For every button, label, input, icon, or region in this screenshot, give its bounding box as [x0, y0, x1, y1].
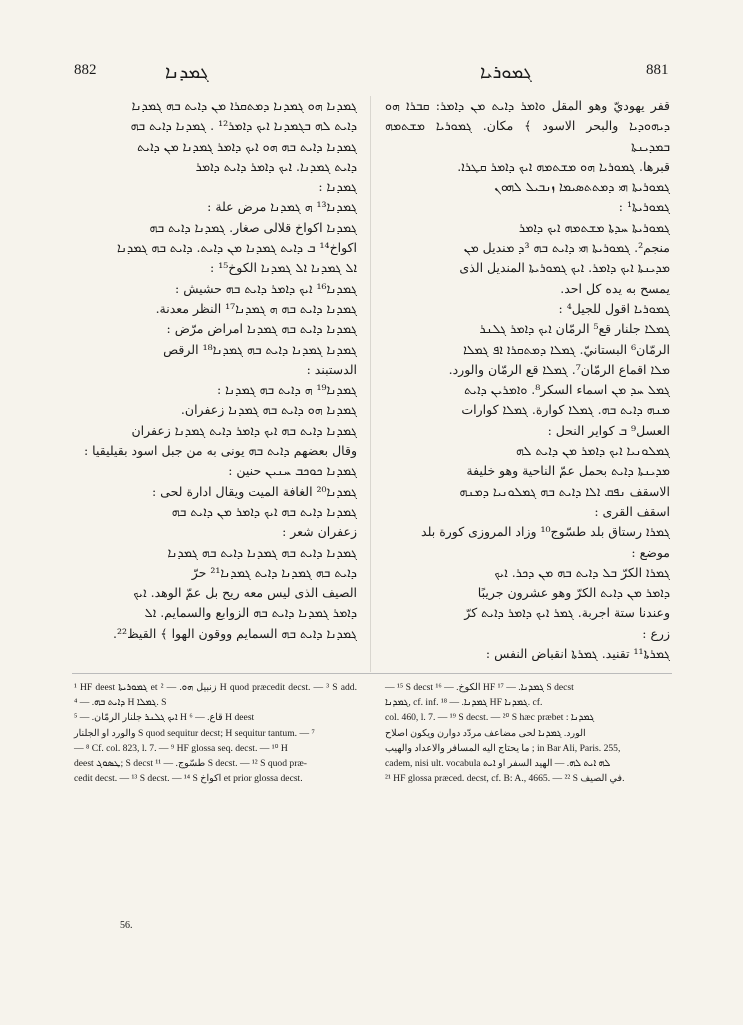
right-line: منجم². ܓܡܘܪܝܬܐ ܗܝ ܕܐܝܬ ܒܗ ³ܕ ܡنديل ܡܢ	[463, 240, 670, 256]
left-running-title: ܓܡܕܢܐ	[165, 62, 209, 83]
left-line: ܐܠ ܓܡܕܢܐ ܐܠ ܓܡܕܢܐ الكوخ¹⁵ :	[210, 260, 357, 276]
right-line: ܓܡܠܐ جلنار قع⁵ الرمّان ܐܝܟ ܕܐܡܪ ܓܠܢܪ	[479, 321, 670, 337]
left-line: ܓܡܕܢܐ¹³ ܗ ܓܡܕܢܐ مرض علة :	[207, 199, 357, 215]
footnote-line: والورد او الجلنار S quod sequitur decst; H sequitur tantum. — ⁷	[74, 727, 315, 739]
right-page-number: 881	[646, 62, 669, 78]
left-line: ܓܡܕܢܐ ܓܡܕܢܐ ܕܐܝܬ ܒܗ ܓܡܕܢܐ¹⁸ الرقص	[163, 341, 357, 357]
right-line: الرمّان⁶ البستانيّ. ܓܡܠܐ ܕܡܬܩܪܐ ܐܦ ܓܡܠܐ	[463, 341, 670, 357]
left-line: ܓܡܕܢܐ ܗܘ ܕܐܝܬ ܒܗ ܓܡܕܢܐ زعفران.	[180, 402, 357, 418]
right-line: ܡܠܐ اقماع الرمّان⁷. ܓܡܠܐ قع الرمّان والورد.	[448, 361, 670, 377]
footnote-line: col. 460, l. 7. — ¹⁹ S decst. — ²⁰ S hæc præbet : ܓܡܕܢܐ	[385, 712, 595, 724]
left-line: ܓܡܕܢܐ ܕܐܝܬ ܒܗ ܓܡܕܢܐ امراض مرّض :	[166, 321, 357, 337]
right-line: قفر يهوديّ وهو المقل ܘܐܡܪ ܕܐܝܬ ܡܢ ܕܐܡܪ: ܩܒܪܐ ܗܘ ܕܝܗܘܕܝܐ والبحر الاسود ﴾ مكان. ܓܡܘܪܝܐ ܡܫܬܡܗ ܒܡܕܝܢܬܐ	[385, 98, 670, 154]
left-line: ܓܡܕܢܐ ܟܘܟܒ ܚܢܝܢ حنين :	[228, 463, 357, 479]
right-line: ܓܡܘܪܝܬܐ¹ :	[618, 199, 670, 215]
right-line: العسل⁹ ܒ كواير النحل :	[547, 422, 670, 438]
right-line: ܡܕܝܢܬܐ ܐܝܟ ܕܐܡܪ. ܐܝܟ ܓܡܘܪܝܬܐ المنديل الذى	[459, 260, 670, 276]
footnote-line: deest ܛܣܘܓ; S decst طسّوج. — ¹¹ S decst. — ¹² S quod præ-	[74, 758, 307, 770]
footnote-line: الورد. ܓܡܕܢܐ لحى مضاعف مردّد دوارن ويكون اصلاح	[385, 727, 586, 739]
footnote-line: ¹ HF deest ܓܡܘܪܝܬܐ et زنبيل ܗܘ. — ² H quod præcedit decst. — ³ S add. ܕܐܝܬ ܒܗ. — ⁴ H ܓܡܠܐ. S	[74, 682, 357, 709]
right-line: ܓܡܪܐ رستاق بلد طسّوج¹⁰ وزاد المروزى كورة بلد	[421, 524, 670, 540]
right-line: ܓܡܘܪܝܬܐ ܚܕܬܐ ܡܫܬܡܗ ܐܝܟ ܕܐܡܪ	[518, 219, 670, 235]
footnotes-right-block	[385, 680, 670, 786]
signature-mark: 56.	[120, 920, 133, 931]
right-line: يمسح به يده كل احد.	[560, 280, 670, 296]
right-column	[385, 96, 670, 664]
footnote-line: — ¹⁵ S decst الكوخ. — ¹⁶ HF ܓܡܕܢܐ. — ¹⁷ S decst	[385, 682, 574, 693]
footnote-line: ܐܝܟ ܓܠܢܪ جلنار الرمّان. — ⁵ H قاع. — ⁶ H deest	[74, 712, 255, 724]
footnote-rule	[72, 673, 672, 674]
left-line: ܓܡܕܢܐ ܕܐܝܬ ܒܗ ܓܡܕܢܐ ܕܐܝܬ ܒܗ ܓܡܕܢܐ	[167, 544, 357, 560]
left-line: ܓܡܕܢܐ ܕܐܝܬ ܒܗ ܗܘ ܐܝܟ ܕܐܡܪ ܓܡܕܢܐ ܡܢ ܕܐܝܬ	[137, 138, 357, 154]
right-line: اسقف القرى :	[594, 503, 670, 519]
footnote-line: ܓܡܕܢܐ, cf. inf. ܓܡܕܢܐ. — ¹⁸ HF ܓܡܕܢܐ. cf.	[385, 697, 543, 709]
right-line: زرع :	[642, 625, 670, 641]
right-line: ܡܕܝܢܬܐ ܕܐܝܬ بحمل عمّ الناحية وهو خليفة	[466, 463, 670, 479]
left-line: ܓܡܕܢܐ¹⁶ ܐܝܟ ܕܐܡܪ ܕܐܝܬ ܒܗ حشيش :	[175, 280, 357, 296]
right-line: ܓܡܪܐ الكرّ ܒܠ ܕܐܝܬ ܒܗ ܡܢ ܕܟܪ. ܐܝܟ	[494, 564, 670, 580]
left-line: ܓܡܕܢܐ ܕܐܝܬ ܒܗ ܗ ܓܡܕܢܐ¹⁷ النظر معدنة.	[155, 300, 357, 316]
left-line: الدستبند :	[306, 361, 357, 377]
left-line: ܓܡܕܢܐ :	[318, 179, 357, 195]
left-column	[72, 96, 357, 644]
left-page-number: 882	[74, 62, 97, 78]
footnote-line: — ⁸ Cf. col. 823, l. 7. — ⁹ HF glossa seq. decst. — ¹⁰ H	[74, 742, 288, 754]
footnotes-left-block	[74, 680, 357, 786]
right-line: ܕܐܡܪ ܡܢ ܕܐܝܬ الكرّ وهو عشرون جريبًا	[477, 585, 670, 601]
right-line: قبرها. ܓܡܘܪܝܐ ܗܘ ܡܫܬܡܗ ܐܝܟ ܕܐܡܪ ܩܛܪܐ.	[457, 158, 670, 174]
right-line: موضع :	[631, 544, 670, 560]
footnote-line: cedit decst. — ¹³ S decst. — ¹⁴ S اكواخ et prior glossa decst.	[74, 773, 303, 785]
right-line: ܓܡܘܪܝܬܐ ܗܝ ܕܡܬܬܣܝܡܐ ܙܢܒܝܠ ܠܗܘܢ	[494, 179, 670, 195]
left-line: ܓܡܕܢܐ ܕܐܝܬ ܒܗ السمايم ووقون الهوا ﴾ القيظ²².	[113, 625, 357, 641]
column-divider	[370, 96, 371, 672]
left-line: ܕܐܝܬ ܒܗ ܓܡܕܢܐ ܕܐܝܬ ܓܡܕܢܐ²¹ حرّ	[191, 564, 357, 580]
left-line: ܓܡܕܢܐ ܕܐܝܬ ܒܗ ܐܝܟ ܕܐܡܪ ܡܢ ܕܐܝܬ ܒܗ	[171, 503, 357, 519]
right-line: الاسقف ܢܦܩ ܐܠܐ ܕܐܝܬ ܒܗ ܓܡܠܘܢܝܐ ܕܡܢܗ	[459, 483, 670, 499]
right-line: وعندنا ستة اجربة. ܓܡܪ ܐܝܟ ܕܐܡܪ ܕܐܝܬ كرّ	[464, 605, 670, 621]
right-line: ܓܡܪܬܐ¹¹ تقنيد. ܓܡܪܬܐ انقباض النفس :	[485, 646, 670, 662]
right-running-title: ܓܡܘܪܝܐ	[480, 62, 532, 83]
left-line: ܓܡܕܢܐ²⁰ الغافة الميت ويقال ادارة لحى :	[151, 483, 357, 499]
left-line: ܓܡܕܢܐ ܕܐܝܬ ܒܗ ܐܝܟ ܕܐܡܪ ܕܐܝܬ ܓܡܕܢܐ زعفران	[131, 422, 357, 438]
right-line: ܓܡܠܘܢܝܐ ܐܝܟ ܕܐܡܪ ܡܢ ܕܐܝܬ ܠܗ	[515, 443, 670, 459]
left-line: ܓܡܕܢܐ¹⁹ ܗ ܕܐܝܬ ܒܗ ܓܡܕܢܐ :	[216, 382, 357, 398]
right-line: ܓܡܠ ܚܕ ܡܢ اسماء السكر⁸. ܘܐܡܪܝܢ ܕܐܝܬ	[464, 382, 670, 398]
left-line: الصيف الذى ليس معه ريح بل عمّ الوهد. ܐܝܟ	[133, 585, 357, 601]
left-line: ܕܐܡܪ ܓܡܕܢܐ ܕܐܝܬ ܒܗ الزوابع والسمايم. ܐܠ	[144, 605, 357, 621]
left-line: وقال بعضهم ܕܐܝܬ ܒܗ يونى به من جبل اسود بقيليقيا :	[83, 443, 357, 459]
left-line: ܕܐܝܬ ܠܗ ܒܓܡܕܢܐ ܐܝܟ ܕܐܡܪ¹² . ܓܡܕܢܐ ܕܐܝܬ ܒܗ	[130, 118, 357, 134]
left-line: اكواخ¹⁴ ܒ ܕܐܝܬ ܓܡܕܢܐ ܡܢ ܕܐܝܬ. ܕܐܝܬ ܒܗ ܓܡܕܢܐ	[116, 240, 357, 256]
right-line: ܡܢܗ ܕܐܝܬ ܒܗ. ܓܡܠܐ كوارة. ܓܡܠܐ كوارات	[461, 402, 670, 418]
footnote-line: ما يحتاج اليه المسافر والاعداد والهيب ; in Bar Ali, Paris. 255,	[385, 742, 621, 754]
right-line: ܓܡܘܪܝܐ اقول للجيل⁴ :	[558, 300, 670, 316]
footnote-line: cadem, nisi ult. vocabula ܠܗ ܐܝܬ ܠܗ. — الهيد السفر او ܐܝܬ	[385, 758, 611, 770]
left-line: ܓܡܕܢܐ اكواخ قلالى صغار. ܓܡܕܢܐ ܕܐܝܬ ܒܗ	[149, 219, 357, 235]
footnote-line: ²¹ HF glossa præced. decst, cf. B: A., 4665. — ²² S في الصيف.	[385, 773, 625, 785]
left-line: زعفران شعر :	[282, 524, 357, 540]
left-line: ܕܐܝܬ ܓܡܕܢܐ. ܐܝܟ ܕܐܡܪ ܕܐܝܬ ܕܐܡܪ	[195, 158, 357, 174]
left-line: ܓܡܕܢܐ ܗܘ ܓܡܕܢܐ ܕܡܬܩܪܐ ܡܢ ܕܐܝܬ ܒܗ ܓܡܕܢܐ	[131, 98, 357, 113]
